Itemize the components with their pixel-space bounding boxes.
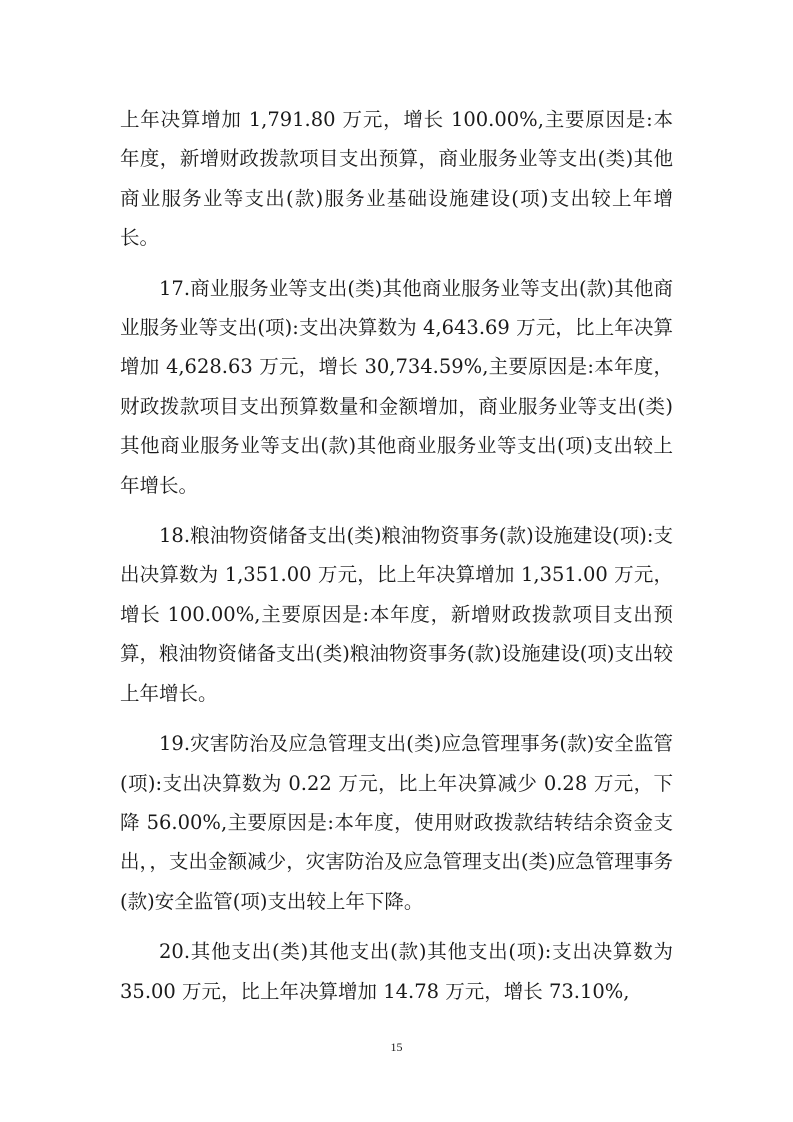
page-number: 15 (390, 1040, 403, 1054)
paragraph-continuation: 上年决算增加 1,791.80 万元，增长 100.00%,主要原因是:本年度，新增财政拨款项目支出预算，商业服务业等支出(类)其他商业服务业等支出(款)服务业基础设施建设(项)支出较上年增长。 (120, 108, 673, 250)
paragraph-item-19: 19.灾害防治及应急管理支出(类)应急管理事务(款)安全监管(项):支出决算数为 0.22 万元，比上年决算减少 0.28 万元，下降 56.00%,主要原因是:本年度，使用财政拨款结转结余资金支出，，支出金额减少，灾害防治及应急管理支出(类)应急管理事务(款)安全监管(项)支出较上年下降。 (120, 732, 673, 913)
body-text (120, 100, 673, 1022)
paragraph-item-18: 18.粮油物资储备支出(类)粮油物资事务(款)设施建设(项):支出决算数为 1,351.00 万元，比上年决算增加 1,351.00 万元，增长 100.00%,主要原因是:本年度，新增财政拨款项目支出预算，粮油物资储备支出(类)粮油物资事务(款)设施建设(项)支出较上年增长。 (120, 524, 673, 705)
paragraph-item-17: 17.商业服务业等支出(类)其他商业服务业等支出(款)其他商业服务业等支出(项):支出决算数为 4,643.69 万元，比上年决算增加 4,628.63 万元，增长 30,734.59%,主要原因是:本年度，财政拨款项目支出预算数量和金额增加，商业服务业等支出(类)其他商业服务业等支出(款)其他商业服务业等支出(项)支出较上年增长。 (120, 276, 673, 497)
paragraph-item-20: 20.其他支出(类)其他支出(款)其他支出(项):支出决算数为 35.00 万元，比上年决算增加 14.78 万元，增长 73.10%, (120, 940, 673, 1003)
